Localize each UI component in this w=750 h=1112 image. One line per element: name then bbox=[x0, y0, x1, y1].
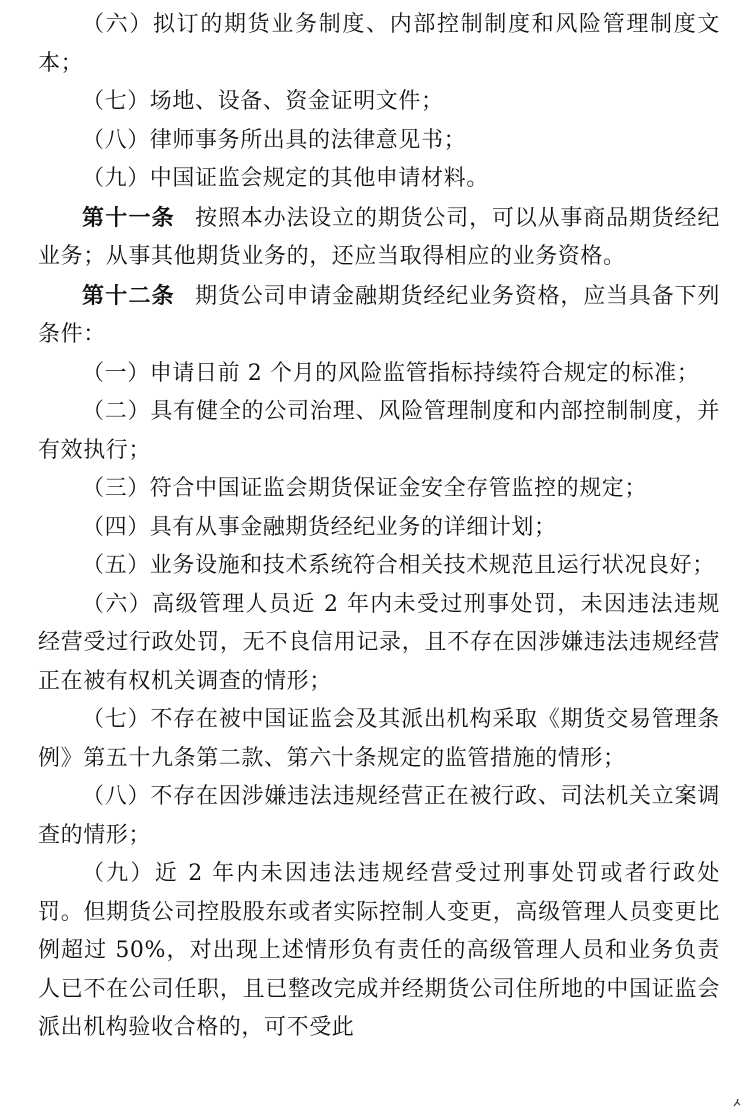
item-9: （九）中国证监会规定的其他申请材料。 bbox=[82, 166, 489, 191]
condition-1: （一）申请日前 2 个月的风险监管指标持续符合规定的标准； bbox=[82, 360, 700, 386]
article-11-text: 按照本办法设立的期货公司，可以从事商品期货经纪业务；从事其他期货业务的，还应当取得相应的业务资格。 bbox=[38, 205, 720, 269]
article-12-label: 第十二条 bbox=[82, 282, 175, 309]
condition-3: （三）符合中国证监会期货保证金安全存管监控的规定； bbox=[82, 476, 648, 501]
condition-7: （七）不存在被中国证监会及其派出机构采取《期货交易管理条例》第五十九条第二款、第六十条规定的监管措施的情形； bbox=[38, 707, 720, 771]
condition-4: （四）具有从事金融期货经纪业务的详细计划； bbox=[82, 514, 557, 540]
item-6: （六）拟订的期货业务制度、内部控制制度和风险管理制度文本； bbox=[38, 12, 720, 76]
article-12 bbox=[38, 277, 720, 355]
condition-2: （二）具有健全的公司治理、风险管理制度和内部控制制度，并有效执行； bbox=[38, 399, 720, 463]
item-8: （八）律师事务所出具的法律意见书； bbox=[82, 127, 467, 153]
condition-5: （五）业务设施和技术系统符合相关技术规范且运行状况良好； bbox=[82, 553, 715, 578]
condition-9: （九）近 2 年内未因违法违规经营受过刑事处罚或者行政处罚。但期货公司控股股东或者实际控制人变更，高级管理人员变更比例超过 50%，对出现上述情形负有责任的高级管理人员和业务负责人已不在公司任职，且已整改完成并经期货公司住所地的中国证监会派出机构验收合格的，可不受此 bbox=[38, 861, 720, 1040]
article-12-text: 期货公司申请金融期货经纪业务资格，应当具备下列条件： bbox=[38, 283, 720, 347]
article-11 bbox=[38, 199, 720, 277]
condition-6: （六）高级管理人员近 2 年内未受过刑事处罚，未因违法违规经营受过行政处罚，无不良信用记录，且不存在因涉嫌违法违规经营正在被有权机关调查的情形； bbox=[38, 591, 720, 694]
article-11-label: 第十一条 bbox=[82, 204, 175, 231]
condition-8: （八）不存在因涉嫌违法违规经营正在被行政、司法机关立案调查的情形； bbox=[38, 784, 720, 848]
scan-mark-icon bbox=[732, 1098, 742, 1108]
item-7: （七）场地、设备、资金证明文件； bbox=[82, 89, 444, 114]
